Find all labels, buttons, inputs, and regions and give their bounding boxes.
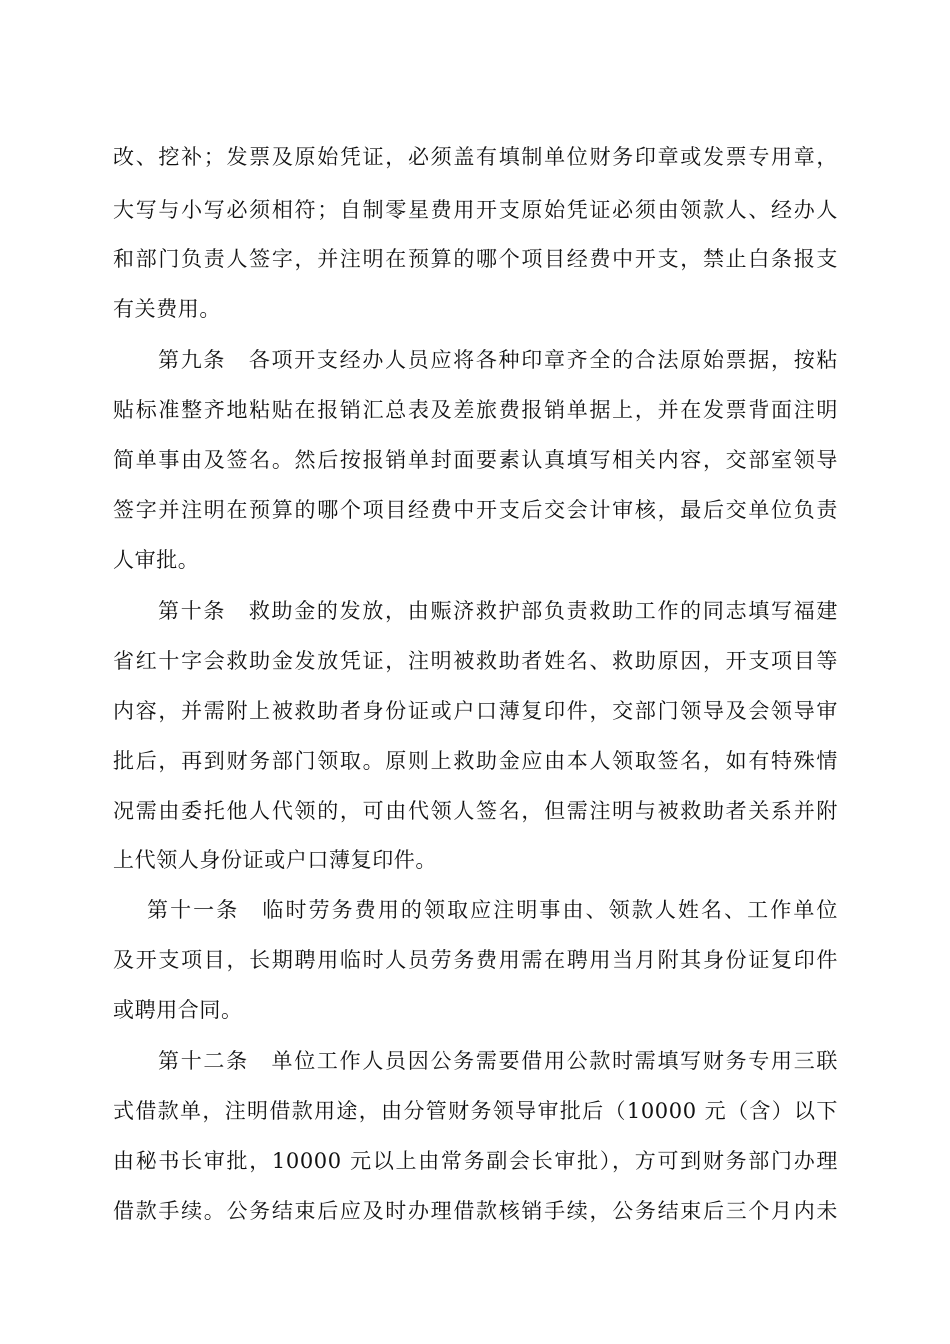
text-line: 简单事由及签名。然后按报销单封面要素认真填写相关内容，交部室领导	[113, 448, 838, 472]
text-line: 人审批。	[113, 548, 200, 572]
article-heading-line: 第十条 救助金的发放，由赈济救护部负责救助工作的同志填写福建	[158, 599, 838, 623]
article-heading-line: 第十一条 临时劳务费用的领取应注明事由、领款人姓名、工作单位	[147, 898, 838, 922]
text-line: 批后，再到财务部门领取。原则上救助金应由本人领取签名，如有特殊情	[113, 749, 838, 773]
text-line: 和部门负责人签字，并注明在预算的哪个项目经费中开支，禁止白条报支	[113, 247, 838, 271]
text-line: 或聘用合同。	[113, 998, 243, 1022]
text-line: 内容，并需附上被救助者身份证或户口薄复印件，交部门领导及会领导审	[113, 699, 838, 723]
article-heading-line: 第九条 各项开支经办人员应将各种印章齐全的合法原始票据，按粘	[158, 348, 838, 372]
article-heading-line: 第十二条 单位工作人员因公务需要借用公款时需填写财务专用三联	[158, 1049, 838, 1073]
text-line: 况需由委托他人代领的，可由代领人签名，但需注明与被救助者关系并附	[113, 799, 838, 823]
text-line: 大写与小写必须相符；自制零星费用开支原始凭证必须由领款人、经办人	[113, 198, 838, 222]
text-line: 由秘书长审批，10000 元以上由常务副会长审批），方可到财务部门办理	[113, 1149, 838, 1173]
text-line: 签字并注明在预算的哪个项目经费中开支后交会计审核，最后交单位负责	[113, 498, 838, 522]
text-line: 上代领人身份证或户口薄复印件。	[113, 848, 437, 872]
text-line: 有关费用。	[113, 297, 221, 321]
text-line: 改、挖补；发票及原始凭证，必须盖有填制单位财务印章或发票专用章，	[113, 145, 838, 169]
text-line: 贴标准整齐地粘贴在报销汇总表及差旅费报销单据上，并在发票背面注明	[113, 398, 838, 422]
text-line: 借款手续。公务结束后应及时办理借款核销手续，公务结束后三个月内未	[113, 1199, 838, 1223]
text-line: 及开支项目，长期聘用临时人员劳务费用需在聘用当月附其身份证复印件	[113, 948, 838, 972]
text-line: 式借款单，注明借款用途，由分管财务领导审批后（10000 元（含）以下	[113, 1099, 838, 1123]
text-line: 省红十字会救助金发放凭证，注明被救助者姓名、救助原因，开支项目等	[113, 649, 838, 673]
